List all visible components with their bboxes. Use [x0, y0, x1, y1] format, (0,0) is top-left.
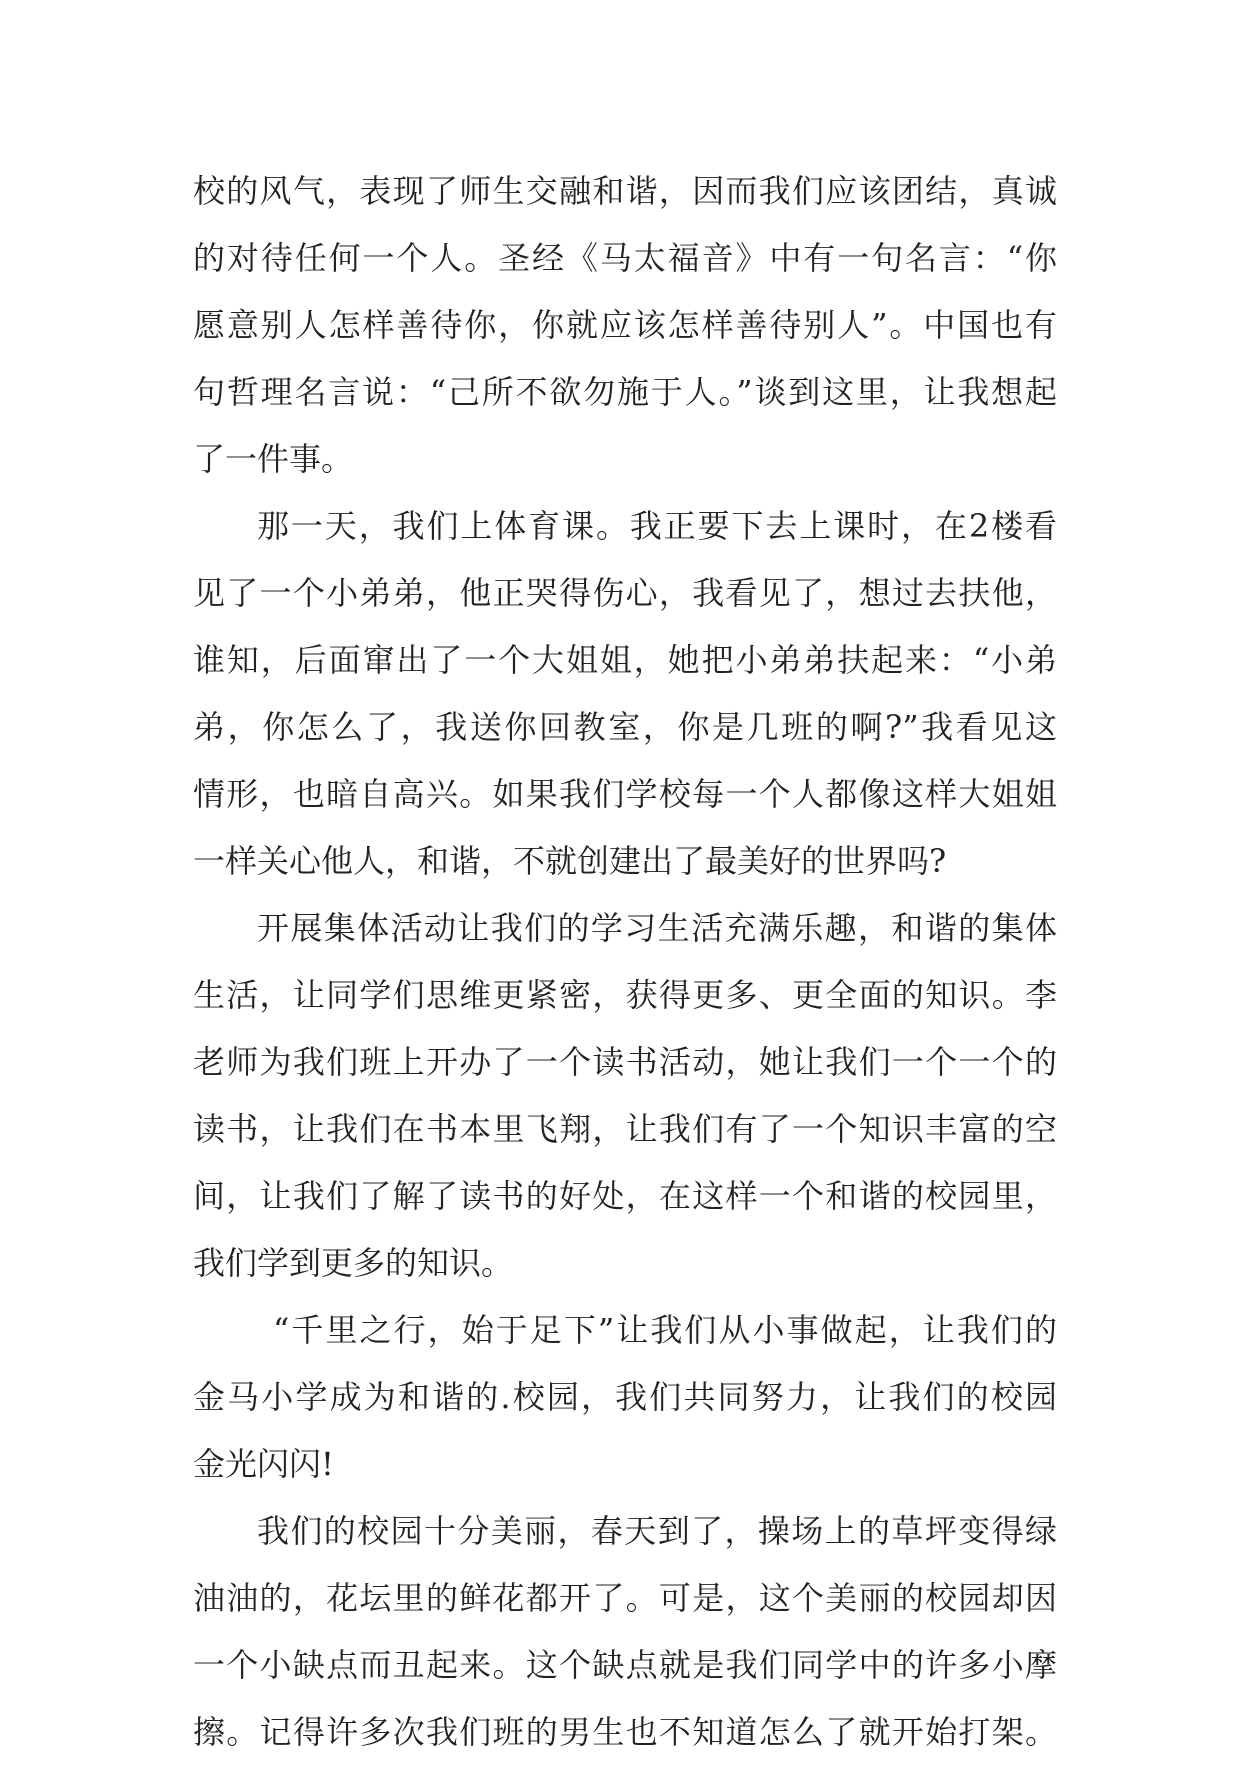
text-line: 愿意别人怎样善待你，你就应该怎样善待别人”。中国也有 — [193, 306, 1057, 344]
paragraph-5 — [193, 1498, 1057, 1766]
paragraph-1 — [193, 158, 1057, 493]
text-line: 谁知，后面窜出了一个大姐姐，她把小弟弟扶起来：“小弟 — [193, 641, 1057, 679]
text-line: 擦。记得许多次我们班的男生也不知道怎么了就开始打架。 — [193, 1713, 1057, 1751]
text-line: 间，让我们了解了读书的好处，在这样一个和谐的校园里， — [193, 1177, 1057, 1215]
text-line: 我们学到更多的知识。 — [193, 1244, 514, 1282]
document-body — [193, 158, 1057, 1766]
text-line: 我们的校园十分美丽，春天到了，操场上的草坪变得绿 — [257, 1512, 1057, 1550]
text-line: 读书，让我们在书本里飞翔，让我们有了一个知识丰富的空 — [193, 1110, 1057, 1148]
paragraph-4 — [193, 1297, 1057, 1498]
paragraph-2 — [193, 493, 1057, 895]
paragraph-3 — [193, 895, 1057, 1297]
text-line: 老师为我们班上开办了一个读书活动，她让我们一个一个的 — [193, 1043, 1057, 1081]
text-line: 生活，让同学们思维更紧密，获得更多、更全面的知识。李 — [193, 976, 1057, 1014]
text-line: “千里之行，始于足下”让我们从小事做起，让我们的 — [273, 1311, 1057, 1349]
text-line: 一样关心他人，和谐，不就创建出了最美好的世界吗? — [193, 842, 947, 880]
text-line: 开展集体活动让我们的学习生活充满乐趣，和谐的集体 — [257, 909, 1057, 947]
text-line: 油油的，花坛里的鲜花都开了。可是，这个美丽的校园却因 — [193, 1579, 1057, 1617]
text-line: 金光闪闪! — [193, 1445, 334, 1483]
text-line: 金马小学成为和谐的.校园，我们共同努力，让我们的校园 — [193, 1378, 1057, 1416]
text-line: 一个小缺点而丑起来。这个缺点就是我们同学中的许多小摩 — [193, 1646, 1057, 1684]
text-line: 校的风气，表现了师生交融和谐，因而我们应该团结，真诚 — [193, 172, 1057, 210]
text-line: 了一件事。 — [193, 440, 354, 478]
text-line: 弟，你怎么了，我送你回教室，你是几班的啊?”我看见这 — [193, 708, 1057, 746]
text-line: 见了一个小弟弟，他正哭得伤心，我看见了，想过去扶他， — [193, 574, 1057, 612]
text-line: 那一天，我们上体育课。我正要下去上课时，在2楼看 — [257, 507, 1057, 545]
text-line: 的对待任何一个人。圣经《马太福音》中有一句名言：“你 — [193, 239, 1057, 277]
text-line: 句哲理名言说：“己所不欲勿施于人。”谈到这里，让我想起 — [193, 373, 1057, 411]
text-line: 情形，也暗自高兴。如果我们学校每一个人都像这样大姐姐 — [193, 775, 1057, 813]
